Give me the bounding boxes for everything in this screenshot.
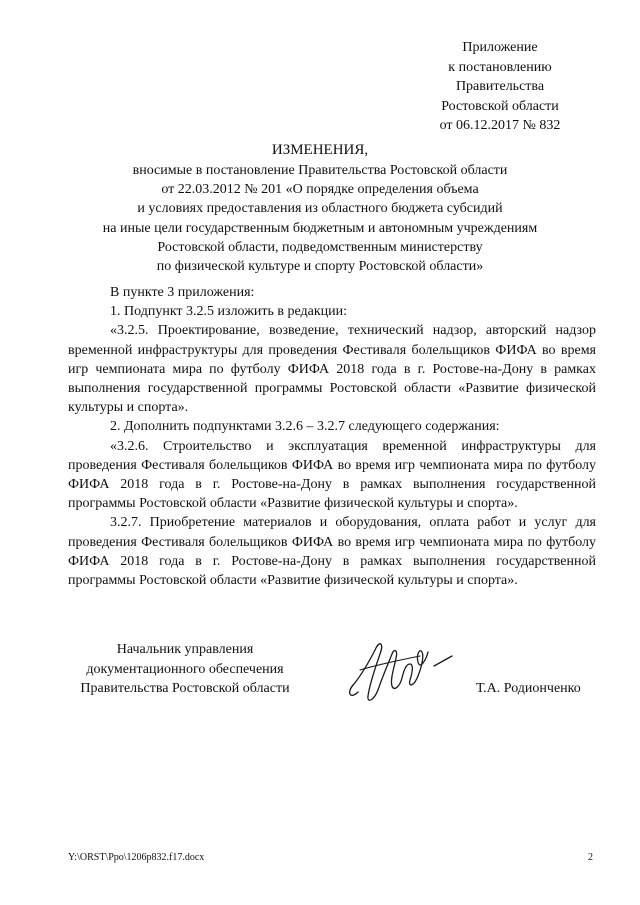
appendix-line: от 06.12.2017 № 832 [439,118,561,133]
body-paragraph: 2. Дополнить подпунктами 3.2.6 – 3.2.7 следующего содержания: [110,419,500,435]
appendix-line: Правительства [455,79,545,94]
signatory-position-line: документационного обеспечения [86,661,284,677]
appendix-line: Ростовской области [441,98,559,114]
appendix-line: к постановлению [448,59,552,75]
signatory-position-line: Правительства Ростовской области [80,681,290,696]
signatory-name: Т.А. Родионченко [476,681,581,696]
body-paragraph: 1. Подпункт 3.2.5 изложить в редакции: [110,304,348,320]
appendix-header [410,38,590,136]
handwritten-signature [340,630,460,710]
appendix-line: Приложение [462,40,538,55]
subtitle-line: и условиях предоставления из областного бюджета субсидий [137,201,503,217]
body-paragraph: В пункте 3 приложения: [110,285,255,300]
body-paragraph: 3.2.7. Приобретение материалов и оборудования, оплата работ и услуг для проведения Фестиваля болельщиков ФИФА во время игр чемпионата мира по футболу ФИФА 2018 года в г. Ростове-на-Дону в рамках выполнения государственной программы Ростовской области «Развитие физической культуры и спорта». [68,515,596,589]
subtitle-line: вносимые в постановление Правительства Ростовской области [132,163,508,178]
document-subtitle [40,161,600,276]
body-paragraph: «3.2.6. Строительство и эксплуатация временной инфраструктуры для проведения Фестиваля болельщиков ФИФА во время игр чемпионата мира по футболу ФИФА 2018 года в г. Ростове-на-Дону в рамках выполнения государственной программы Ростовской области «Развитие физической культуры и спорта». [68,438,596,512]
subtitle-line: Ростовской области, подведомственным министерству [157,239,483,255]
body-paragraph: «3.2.5. Проектирование, возведение, технический надзор, авторский надзор временной инфраструктуры для проведения Фестиваля болельщиков ФИФА во время игр чемпионата мира по футболу ФИФА 2018 года в г. Ростове-на-Дону в рамках выполнения государственной программы Ростовской области «Развитие физической культуры и спорта». [68,323,596,416]
page-number: 2 [588,852,593,863]
signatory-position [60,640,310,699]
subtitle-line: от 22.03.2012 № 201 «О порядке определения объема [161,182,479,198]
footer-file-path: Y:\ORST\Ppo\1206p832.f17.docx [68,852,205,863]
subtitle-line: на иные цели государственным бюджетным и автономным учреждениям [102,220,538,236]
subtitle-line: по физической культуре и спорту Ростовской области» [156,259,484,275]
document-title: ИЗМЕНЕНИЯ, [271,142,369,158]
signatory-position-line: Начальник управления [116,642,254,657]
document-body [68,283,596,590]
